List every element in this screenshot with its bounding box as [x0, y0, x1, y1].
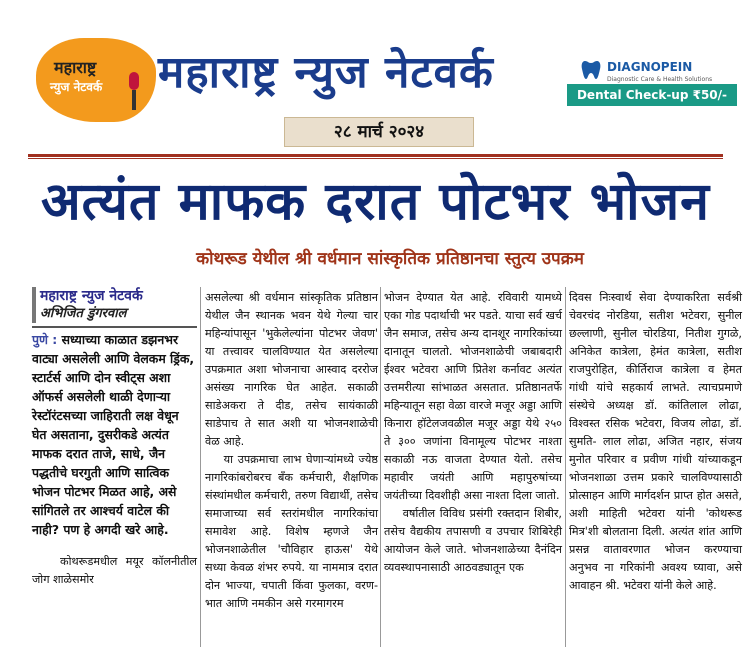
- lead-text: सध्याच्या काळात डझनभर वाट्या असलेली आणि वेलकम ड्रिंक, स्टार्टर्स आणि दोन स्वीट्स अशा ऑफर्स असलेली थाळी देणाऱ्या रेस्टॉरंटसच्या जाहिराती लक्ष वेधून घेत असताना, दुसरीकडे अत्यंत माफक दरात ताजे, साधे, जैन पद्धतीचे घरगुती आणि सात्विक भोजन पोटभर मिळत आहे, असे सांगितले तर आश्चर्य वाटेल की नाही? पण हे अगदी खरे आहे.: [32, 332, 195, 537]
- logo-text-line2: न्युज नेटवर्क: [50, 80, 103, 94]
- divider-rule-thin: [28, 158, 723, 159]
- column-1-tail: कोथरूडमधील मयूर कॉलनीतील जोग शाळेसमोर: [32, 555, 197, 586]
- article-subheadline: कोथरूड येथील श्री वर्धमान सांस्कृतिक प्रतिष्ठानचा स्तुत्य उपक्रम: [196, 249, 584, 269]
- article-column-4: दिवस निःस्वार्थ सेवा देण्याकरिता सर्वश्री चेवरचंद नोरडिया, सतीश भटेवरा, सुनील छल्लाणी, सुनील चोरडिया, नितीश गुगळे, अनिकेत कात्रेला, हेमंत कात्रेला, सतीश राजपुरोहित, कीर्तिराज कात्रेला व हेमत गांधी यांचे सहकार्य लाभते. त्याचप्रमाणे संस्थेचे अध्यक्ष डॉ. कांतिलाल लोढा, विश्वस्त रसिक भटेवरा, विजय लोढा, डॉ. सुमति- लाल लोढा, अजित नहार, संजय मुनोत परिवार व प्रवीण गांधी यांच्याकडून भोजनशाळा उत्तम प्रकारे चालविण्यासाठी प्रोत्साहन आणि मार्गदर्शन प्राप्त होत असते, अशी माहिती भटेवरा यांनी 'कोथरूड मित्र'शी बोलताना दिली. अत्यंत शांत आणि प्रसन्न वातावरणात भोजन करण्याचा अनुभव ना गरिकांनी अवश्य घ्यावा, असे आवाहन श्री. भटेवरा यांनी केले आहे.: [569, 291, 742, 592]
- reporter-name: अभिजित डुंगरवाल: [40, 306, 127, 321]
- byline-divider: [32, 326, 197, 328]
- column-separator: [565, 287, 566, 647]
- ad-tagline: Diagnostic Care & Health Solutions: [607, 76, 713, 83]
- advertisement[interactable]: [567, 56, 737, 110]
- microphone-icon: [124, 72, 144, 112]
- column-separator: [200, 287, 201, 647]
- publication-date: २८ मार्च २०२४: [284, 117, 474, 147]
- column-separator: [380, 287, 381, 647]
- tooth-icon: [579, 58, 603, 82]
- dateline-place: पुणे :: [32, 332, 58, 347]
- article-column-1: [32, 287, 197, 589]
- newspaper-title: महाराष्ट्र न्युज नेटवर्क: [158, 47, 494, 98]
- divider-rule: [28, 154, 723, 157]
- newspaper-logo: [36, 38, 156, 128]
- ad-brand: DIAGNOPEIN: [607, 60, 693, 74]
- logo-text-line1: महाराष्ट्र: [54, 58, 97, 77]
- article-column-2: असलेल्या श्री वर्धमान सांस्कृतिक प्रतिष्ठान येथील जैन स्थानक भवन येथे गेल्या चार महिन्यांपासून 'भुकेलेल्यांना पोटभर जेवण' या तत्त्वावर चालविण्यात येत असलेल्या उपक्रमात अशा भोजनाचा आस्वाद दररोज असंख्य नागरिक घेत आहेत. सकाळी साडेअकरा ते दीड, तसेच सायंकाळी साडेपाच ते सात अशी या भोजनशाळेची वेळ आहे. या उपक्रमाचा लाभ घेणाऱ्यांमध्ये ज्येष्ठ नागरिकांबरोबरच बँक कर्मचारी, शैक्षणिक संस्थांमधील कर्मचारी, तरुण विद्यार्थी, तसेच समाजाच्या सर्व स्तरांमधील नागरिकांचा समावेश आहे. विशेष म्हणजे जैन भोजनशाळेतील 'चौविहार हाऊस' येथे सध्या केवळ शंभर रुपये. या नाममात्र दरात दोन भाज्या, चपाती किंवा फुलका, वरण-भात आणि नमकीन असे गरमागरम: [205, 291, 378, 610]
- ad-offer[interactable]: Dental Check-up ₹50/-: [567, 84, 737, 106]
- article-column-3: भोजन देण्यात येत आहे. रविवारी यामध्ये एका गोड पदार्थाची भर पडते. याचा सर्व खर्च जैन समाज, तसेच अन्य दानशूर नागरिकांच्या दानातून चालतो. भोजनशाळेची जबाबदारी ईश्वर भटेवरा आणि प्रितेश कर्नावट अत्यंत उत्तमरीत्या सांभाळत असतात. प्रतिष्ठानतर्फे महिन्यातून सहा वेळा वारजे मजूर अड्डा आणि किनारा हॉटेलजवळील मजूर अड्डा येथे २५० ते ३०० जणांना विनामूल्य पोटभर नाश्ता सकाळी नऊ वाजता देण्यात येतो. तसेच महावीर जयंती आणि महापुरुषांच्या जयंतीच्या दिवशीही असा नाश्ता दिला जातो. वर्षातील विविध प्रसंगी रक्तदान शिबीर, तसेच वैद्यकीय तपासणी व उपचार शिबिरेही आयोजन केले जाते. भोजनशाळेच्या दैनंदिन व्यवस्थापनासाठी आठवड्यातून एक: [384, 291, 562, 574]
- article-headline: अत्यंत माफक दरात पोटभर भोजन: [40, 172, 711, 232]
- byline: महाराष्ट्र न्युज नेटवर्क: [40, 288, 143, 304]
- lead-paragraph: [32, 330, 197, 539]
- masthead: [0, 0, 750, 142]
- byline-block: [32, 287, 197, 323]
